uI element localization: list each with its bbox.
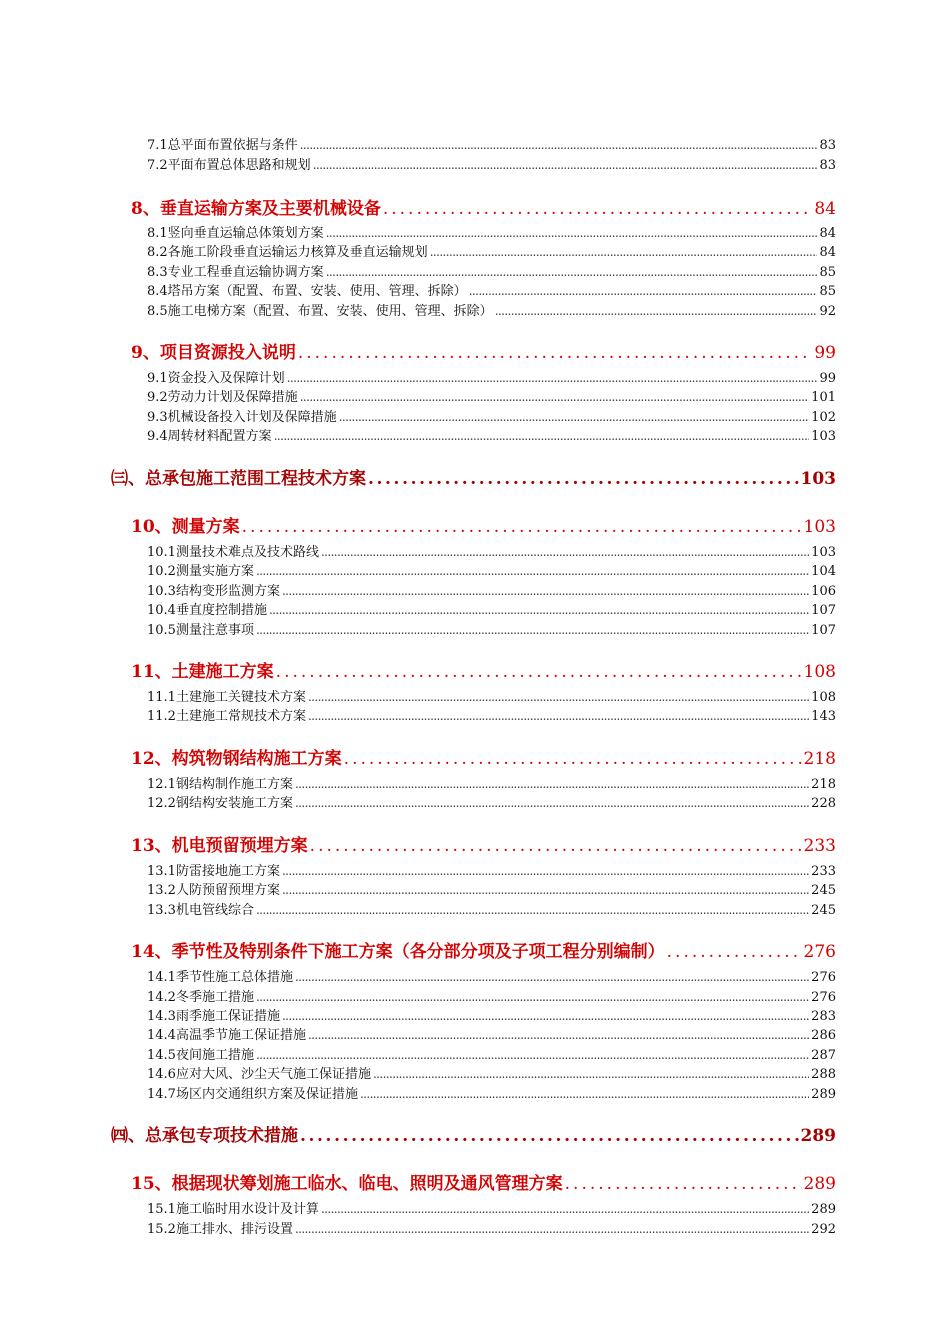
- toc-entry-title: 9.1资金投入及保障计划: [147, 371, 285, 386]
- toc-entry-title: 14.2冬季施工措施: [147, 990, 254, 1005]
- toc-entry-title: 8.4塔吊方案（配置、布置、安装、使用、管理、拆除）: [147, 284, 467, 299]
- toc-entry-title: 13.3机电管线综合: [147, 903, 254, 918]
- toc-entry-title: ㈢、总承包施工范围工程技术方案: [111, 469, 366, 489]
- dot-leader: [321, 1200, 809, 1219]
- toc-page-number: 108: [803, 662, 836, 682]
- toc-page-number: 289: [800, 1126, 836, 1146]
- toc-entry[interactable]: [147, 427, 836, 446]
- dot-leader: [430, 243, 818, 262]
- toc-entry[interactable]: [147, 156, 836, 175]
- toc-page-number: 218: [811, 777, 836, 792]
- dot-leader: [344, 746, 802, 772]
- toc-entry[interactable]: [147, 1026, 836, 1045]
- toc-page-number: 85: [819, 265, 836, 280]
- toc-entry-title: 14.6应对大风、沙尘天气施工保证措施: [147, 1067, 371, 1082]
- dot-leader: [256, 1046, 809, 1065]
- toc-entry-title: 8.2各施工阶段垂直运输运力核算及垂直运输规划: [147, 245, 428, 260]
- toc-entry-title: 10.5测量注意事项: [147, 623, 254, 638]
- toc-entry-title: 7.2平面布置总体思路和规划: [147, 158, 311, 173]
- toc-entry-title: 9.2劳动力计划及保障措施: [147, 390, 298, 405]
- toc-entry-title: 8.1竖向垂直运输总体策划方案: [147, 226, 324, 241]
- toc-entry[interactable]: [147, 601, 836, 620]
- dot-leader: [298, 340, 813, 366]
- toc-chapter-heading[interactable]: [131, 514, 836, 540]
- toc-page-number: 276: [811, 990, 836, 1005]
- dot-leader: [495, 302, 818, 321]
- toc-entry[interactable]: [147, 1085, 836, 1104]
- toc-entry-title: 15.1施工临时用水设计及计算: [147, 1202, 319, 1217]
- toc-page-number: 106: [811, 584, 836, 599]
- toc-entry[interactable]: [147, 263, 836, 282]
- dot-leader: [256, 988, 809, 1007]
- dot-leader: [469, 282, 818, 301]
- toc-entry[interactable]: [147, 881, 836, 900]
- toc-entry[interactable]: [147, 988, 836, 1007]
- dot-leader: [383, 196, 813, 222]
- dot-leader: [310, 833, 802, 859]
- dot-leader: [313, 156, 818, 175]
- toc-page-number: 84: [819, 226, 836, 241]
- toc-page-number: 103: [811, 429, 836, 444]
- toc-entry-title: 11.1土建施工关键技术方案: [147, 690, 306, 705]
- dot-leader: [295, 1220, 809, 1239]
- toc-entry[interactable]: [147, 707, 836, 726]
- toc-entry-title: 9、项目资源投入说明: [131, 343, 296, 363]
- dot-leader: [269, 601, 809, 620]
- toc-page-number: 233: [803, 836, 836, 856]
- toc-entry[interactable]: [147, 775, 836, 794]
- toc-entry-title: 8、垂直运输方案及主要机械设备: [131, 199, 381, 219]
- toc-entry-title: 10.3结构变形监测方案: [147, 584, 280, 599]
- toc-entry-title: 13、机电预留预埋方案: [131, 836, 308, 856]
- toc-page-number: 101: [811, 390, 836, 405]
- dot-leader: [308, 1026, 809, 1045]
- toc-page-number: 218: [803, 749, 836, 769]
- toc-chapter-heading[interactable]: [131, 340, 836, 366]
- toc-entry-title: 8.3专业工程垂直运输协调方案: [147, 265, 324, 280]
- toc-entry-title: 14.7场区内交通组织方案及保证措施: [147, 1087, 358, 1102]
- toc-page-number: 85: [819, 284, 836, 299]
- toc-page-number: 107: [811, 623, 836, 638]
- toc-entry-title: 13.1防雷接地施工方案: [147, 864, 280, 879]
- toc-entry-title: 15、根据现状筹划施工临水、临电、照明及通风管理方案: [131, 1174, 563, 1194]
- toc-page-number: 84: [814, 199, 836, 219]
- dot-leader: [339, 408, 809, 427]
- dot-leader: [300, 1123, 799, 1149]
- toc-page-number: 92: [819, 304, 836, 319]
- toc-entry[interactable]: [147, 794, 836, 813]
- toc-entry[interactable]: [147, 388, 836, 407]
- toc-entry[interactable]: [147, 1220, 836, 1239]
- toc-page-number: 228: [811, 796, 836, 811]
- dot-leader: [282, 862, 809, 881]
- toc-entry-title: 14.3雨季施工保证措施: [147, 1009, 280, 1024]
- toc-entry-title: 14.5夜间施工措施: [147, 1048, 254, 1063]
- dot-leader: [282, 582, 809, 601]
- toc-entry-title: 8.5施工电梯方案（配置、布置、安装、使用、管理、拆除）: [147, 304, 493, 319]
- toc-entry-title: 12.2钢结构安装施工方案: [147, 796, 293, 811]
- toc-chapter-heading[interactable]: [131, 939, 836, 965]
- toc-page-number: 83: [819, 138, 836, 153]
- toc-page-number: 289: [803, 1174, 836, 1194]
- toc-entry[interactable]: [147, 243, 836, 262]
- toc-page-number: 107: [811, 603, 836, 618]
- toc-page-number: 245: [811, 903, 836, 918]
- toc-entry[interactable]: [147, 1200, 836, 1219]
- toc-entry-title: 10、测量方案: [131, 517, 240, 537]
- toc-entry[interactable]: [147, 302, 836, 321]
- toc-page-number: 103: [803, 517, 836, 537]
- dot-leader: [308, 707, 809, 726]
- dot-leader: [287, 369, 818, 388]
- toc-page-number: 103: [800, 469, 836, 489]
- toc-page-number: 233: [811, 864, 836, 879]
- toc-entry[interactable]: [147, 282, 836, 301]
- toc-page-number: 289: [811, 1087, 836, 1102]
- toc-page-number: 108: [811, 690, 836, 705]
- toc-entry-title: 9.3机械设备投入计划及保障措施: [147, 410, 337, 425]
- dot-leader: [295, 968, 809, 987]
- toc-entry-title: 14、季节性及特别条件下施工方案（各分部分项及子项工程分别编制）: [131, 942, 665, 962]
- dot-leader: [667, 939, 802, 965]
- dot-leader: [256, 621, 809, 640]
- dot-leader: [295, 775, 809, 794]
- dot-leader: [242, 514, 802, 540]
- toc-chapter-heading[interactable]: [131, 746, 836, 772]
- dot-leader: [274, 427, 809, 446]
- toc-chapter-heading[interactable]: [131, 1171, 836, 1197]
- toc-page-number: 83: [819, 158, 836, 173]
- dot-leader: [295, 794, 809, 813]
- toc-entry[interactable]: [147, 562, 836, 581]
- toc-page-number: 276: [811, 970, 836, 985]
- toc-entry-title: 12、构筑物钢结构施工方案: [131, 749, 342, 769]
- toc-part-heading[interactable]: [111, 466, 836, 492]
- toc-page-number: 99: [814, 343, 836, 363]
- toc-entry[interactable]: [147, 1065, 836, 1084]
- toc-chapter-heading[interactable]: [131, 833, 836, 859]
- toc-entry-title: 12.1钢结构制作施工方案: [147, 777, 293, 792]
- toc-part-heading[interactable]: [111, 1123, 836, 1149]
- toc-entry[interactable]: [147, 1007, 836, 1026]
- dot-leader: [256, 901, 809, 920]
- toc-entry[interactable]: [147, 543, 836, 562]
- toc-entry[interactable]: [147, 621, 836, 640]
- toc-entry[interactable]: [147, 862, 836, 881]
- toc-entry-title: 13.2人防预留预埋方案: [147, 883, 280, 898]
- dot-leader: [326, 224, 818, 243]
- toc-page-number: 143: [811, 709, 836, 724]
- toc-page-number: 288: [811, 1067, 836, 1082]
- toc-page-number: 287: [811, 1048, 836, 1063]
- toc-entry[interactable]: [147, 224, 836, 243]
- toc-entry-title: 10.2测量实施方案: [147, 564, 254, 579]
- toc-page-number: 289: [811, 1202, 836, 1217]
- toc-entry[interactable]: [147, 1046, 836, 1065]
- dot-leader: [282, 881, 809, 900]
- dot-leader: [276, 659, 802, 685]
- toc-entry-title: 7.1总平面布置依据与条件: [147, 138, 298, 153]
- toc-chapter-heading[interactable]: [131, 196, 836, 222]
- dot-leader: [300, 136, 818, 155]
- toc-entry[interactable]: [147, 901, 836, 920]
- toc-entry-title: 11、土建施工方案: [131, 662, 274, 682]
- toc-entry-title: 10.4垂直度控制措施: [147, 603, 267, 618]
- toc-entry[interactable]: [147, 136, 836, 155]
- toc-entry-title: 14.1季节性施工总体措施: [147, 970, 293, 985]
- dot-leader: [565, 1171, 802, 1197]
- toc-entry-title: 11.2土建施工常规技术方案: [147, 709, 306, 724]
- toc-page-number: 102: [811, 410, 836, 425]
- toc-page-number: 104: [811, 564, 836, 579]
- toc-entry[interactable]: [147, 688, 836, 707]
- dot-leader: [256, 562, 809, 581]
- dot-leader: [360, 1085, 809, 1104]
- toc-page-number: 283: [811, 1009, 836, 1024]
- toc-entry-title: 9.4周转材料配置方案: [147, 429, 272, 444]
- toc-chapter-heading[interactable]: [131, 659, 836, 685]
- toc-entry[interactable]: [147, 408, 836, 427]
- toc-entry[interactable]: [147, 369, 836, 388]
- dot-leader: [326, 263, 818, 282]
- dot-leader: [300, 388, 809, 407]
- toc-entry-title: 10.1测量技术难点及技术路线: [147, 545, 319, 560]
- toc-entry[interactable]: [147, 968, 836, 987]
- dot-leader: [308, 688, 809, 707]
- toc-entry[interactable]: [147, 582, 836, 601]
- toc-page-number: 84: [819, 245, 836, 260]
- toc-page-number: 245: [811, 883, 836, 898]
- toc-page-number: 103: [811, 545, 836, 560]
- toc-page-number: 286: [811, 1028, 836, 1043]
- dot-leader: [321, 543, 809, 562]
- toc-page-number: 292: [811, 1222, 836, 1237]
- toc-page-number: 99: [819, 371, 836, 386]
- toc-entry-title: ㈣、总承包专项技术措施: [111, 1126, 298, 1146]
- dot-leader: [373, 1065, 809, 1084]
- dot-leader: [282, 1007, 809, 1026]
- toc-entry-title: 15.2施工排水、排污设置: [147, 1222, 293, 1237]
- toc-entry-title: 14.4高温季节施工保证措施: [147, 1028, 306, 1043]
- dot-leader: [368, 466, 799, 492]
- toc-page-number: 276: [803, 942, 836, 962]
